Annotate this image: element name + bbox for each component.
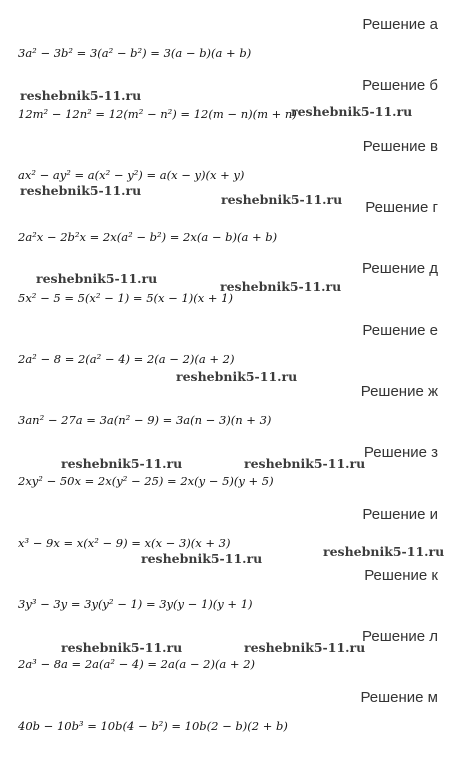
watermark: reshebnik5-11.ru bbox=[20, 88, 142, 103]
solution-title-k: Решение к bbox=[364, 567, 438, 584]
solution-title-v: Решение в bbox=[362, 138, 438, 155]
solution-title-b: Решение б bbox=[362, 77, 438, 94]
watermark: reshebnik5-11.ru bbox=[61, 456, 183, 471]
watermark: reshebnik5-11.ru bbox=[291, 104, 413, 119]
watermark: reshebnik5-11.ru bbox=[244, 640, 366, 655]
formula-l: 2a³ − 8a = 2a(a² − 4) = 2a(a − 2)(a + 2) bbox=[18, 657, 256, 671]
formula-i: x³ − 9x = x(x² − 9) = x(x − 3)(x + 3) bbox=[18, 536, 231, 550]
watermark: reshebnik5-11.ru bbox=[36, 271, 158, 286]
solution-title-i: Решение и bbox=[362, 506, 438, 523]
formula-z: 2xy² − 50x = 2x(y² − 25) = 2x(y − 5)(y + 5) bbox=[18, 474, 274, 488]
formula-d: 5x² − 5 = 5(x² − 1) = 5(x − 1)(x + 1) bbox=[18, 291, 233, 305]
formula-k: 3y³ − 3y = 3y(y² − 1) = 3y(y − 1)(y + 1) bbox=[18, 597, 253, 611]
formula-m: 40b − 10b³ = 10b(4 − b²) = 10b(2 − b)(2 + b) bbox=[18, 719, 288, 733]
solution-title-e: Решение е bbox=[362, 322, 438, 339]
watermark: reshebnik5-11.ru bbox=[176, 369, 298, 384]
solution-title-d: Решение д bbox=[362, 260, 438, 277]
formula-e: 2a² − 8 = 2(a² − 4) = 2(a − 2)(a + 2) bbox=[18, 352, 235, 366]
formula-b: 12m² − 12n² = 12(m² − n²) = 12(m − n)(m + n) bbox=[18, 107, 297, 121]
solution-title-m: Решение м bbox=[360, 689, 438, 706]
watermark: reshebnik5-11.ru bbox=[141, 551, 263, 566]
solution-title-g: Решение г bbox=[365, 199, 438, 216]
solution-title-zh: Решение ж bbox=[360, 383, 438, 400]
solution-title-a: Решение а bbox=[362, 16, 438, 33]
watermark: reshebnik5-11.ru bbox=[244, 456, 366, 471]
watermark: reshebnik5-11.ru bbox=[221, 192, 343, 207]
formula-v: ax² − ay² = a(x² − y²) = a(x − y)(x + y) bbox=[18, 168, 245, 182]
solution-title-l: Решение л bbox=[362, 628, 438, 645]
formula-zh: 3an² − 27a = 3a(n² − 9) = 3a(n − 3)(n + 3) bbox=[18, 413, 272, 427]
watermark: reshebnik5-11.ru bbox=[61, 640, 183, 655]
watermark: reshebnik5-11.ru bbox=[323, 544, 445, 559]
solution-title-z: Решение з bbox=[363, 444, 438, 461]
watermark: reshebnik5-11.ru bbox=[20, 183, 142, 198]
formula-g: 2a²x − 2b²x = 2x(a² − b²) = 2x(a − b)(a + b) bbox=[18, 230, 278, 244]
formula-a: 3a² − 3b² = 3(a² − b²) = 3(a − b)(a + b) bbox=[18, 46, 252, 60]
watermark: reshebnik5-11.ru bbox=[220, 279, 342, 294]
